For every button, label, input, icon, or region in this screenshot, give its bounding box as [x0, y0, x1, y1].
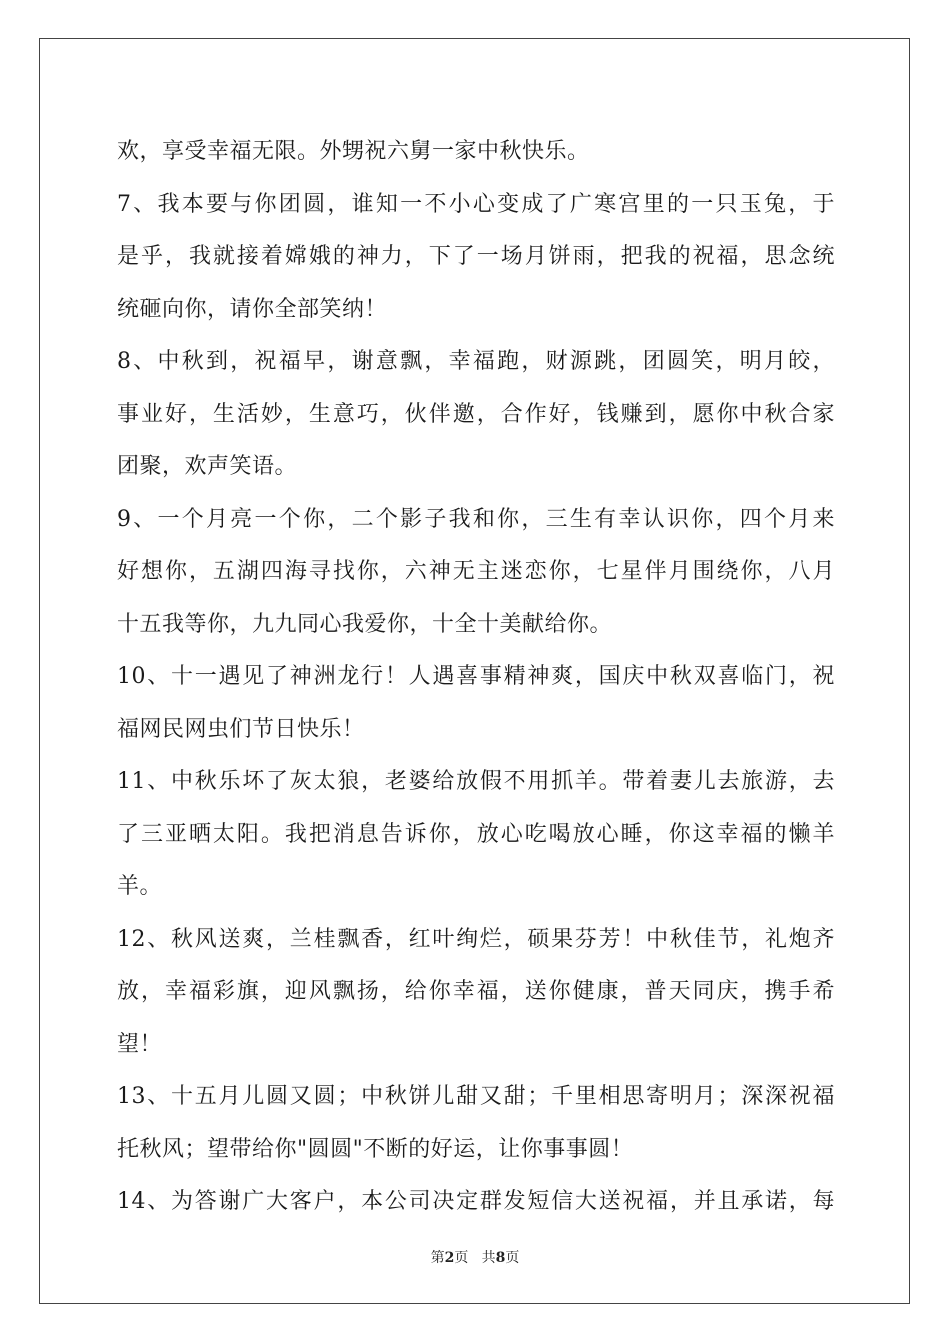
text-line: 福网民网虫们节日快乐！	[117, 716, 365, 742]
document-body	[117, 126, 835, 1229]
text-line: 放，幸福彩旗，迎风飘扬，给你幸福，送你健康，普天同庆，携手希	[117, 979, 835, 1004]
text-line: 10、十一遇见了神洲龙行！人遇喜事精神爽，国庆中秋双喜临门，祝	[117, 664, 835, 689]
text-line: 14、为答谢广大客户，本公司决定群发短信大送祝福，并且承诺，每	[117, 1189, 835, 1214]
text-line: 13、十五月儿圆又圆；中秋饼儿甜又甜；千里相思寄明月；深深祝福	[117, 1084, 835, 1109]
footer-total-suffix: 页	[505, 1250, 520, 1266]
page-footer	[0, 1247, 950, 1267]
footer-page-suffix: 页 共	[454, 1250, 496, 1266]
footer-current-page: 2	[444, 1250, 455, 1266]
text-line: 十五我等你，九九同心我爱你，十全十美献给你。	[117, 611, 613, 637]
text-line: 7、我本要与你团圆，谁知一不小心变成了广寒宫里的一只玉兔，于	[117, 191, 835, 217]
text-line: 羊。	[117, 874, 163, 899]
text-line: 9、一个月亮一个你，二个影子我和你，三生有幸认识你，四个月来	[117, 506, 835, 532]
text-line: 欢，享受幸福无限。外甥祝六舅一家中秋快乐。	[117, 139, 590, 164]
text-line: 团聚，欢声笑语。	[117, 454, 298, 479]
text-line: 11、中秋乐坏了灰太狼，老婆给放假不用抓羊。带着妻儿去旅游，去	[117, 769, 835, 794]
text-line: 望！	[117, 1031, 163, 1057]
footer-total-pages: 8	[495, 1250, 506, 1266]
text-line: 托秋风；望带给你"圆圆"不断的好运，让你事事圆！	[117, 1136, 634, 1162]
text-line: 是乎，我就接着嫦娥的神力，下了一场月饼雨，把我的祝福，思念统	[117, 244, 835, 269]
text-line: 了三亚晒太阳。我把消息告诉你，放心吃喝放心睡，你这幸福的懒羊	[117, 821, 835, 847]
text-line: 统砸向你，请你全部笑纳！	[117, 296, 388, 322]
text-line: 事业好，生活妙，生意巧，伙伴邀，合作好，钱赚到，愿你中秋合家	[117, 401, 835, 427]
text-line: 好想你，五湖四海寻找你，六神无主迷恋你，七星伴月围绕你，八月	[117, 559, 835, 584]
footer-prefix: 第	[430, 1250, 445, 1266]
text-line: 12、秋风送爽，兰桂飘香，红叶绚烂，硕果芬芳！中秋佳节，礼炮齐	[117, 926, 835, 952]
text-line: 8、中秋到，祝福早，谢意飘，幸福跑，财源跳，团圆笑，明月皎，	[117, 349, 835, 374]
